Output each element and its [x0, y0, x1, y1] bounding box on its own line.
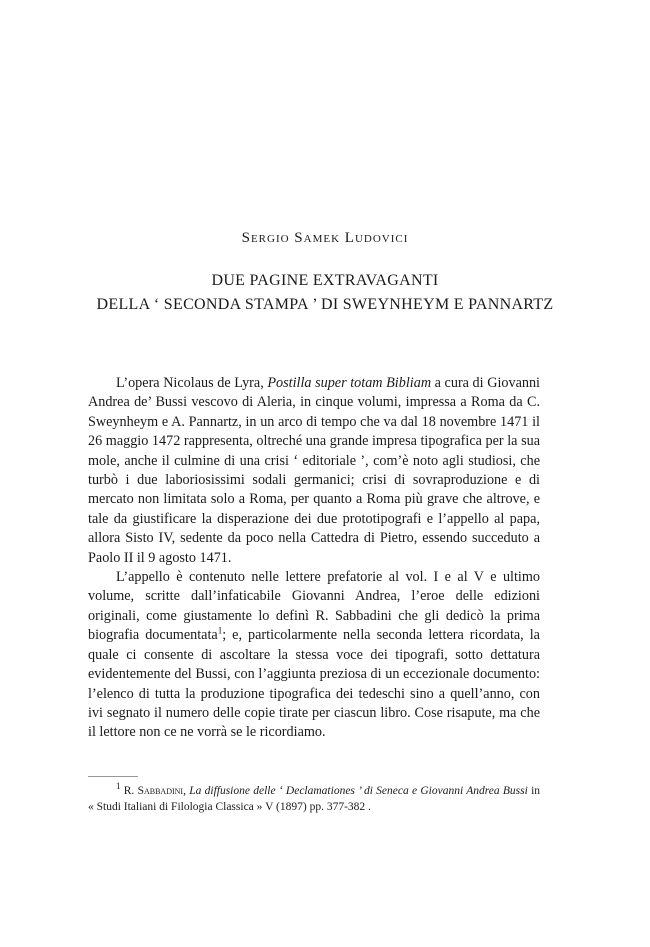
footnote-author: R. Sabbadini [123, 785, 184, 797]
paragraph-2 [88, 568, 540, 743]
article-body [88, 374, 540, 743]
paragraph-1-text-a: L’opera Nicolaus de Lyra, [116, 375, 268, 391]
article-title-line-2: DELLA ‘ SECONDA STAMPA ’ DI SWEYNHEYM E PANNARTZ [96, 296, 554, 313]
article-title-line-1: DUE PAGINE EXTRAVAGANTI [211, 272, 439, 289]
footnote [88, 783, 540, 815]
footnote-number: 1 [116, 781, 121, 792]
author-name: Sergio Samek Ludovici [241, 230, 409, 246]
footnote-separator: , [183, 785, 190, 797]
paragraph-2-text-b: ; e, particolarmente nella seconda lettera ricordata, la quale ci consente di ascoltare la stessa voce dei tipografi, sotto dettatura evidentemente del Bussi, con l’aggiunta preziosa di un eccezionale documento: l’elenco di tutta la produzione tipografica dei tedeschi sino a quell’anno, con ivi segnato il numero delle copie tirate per ciascun libro. Cose risapute, ma che il lettore non ce ne vorrà se le ricordiamo. [88, 627, 540, 741]
footnote-citation: in « Studi Italiani di Filologia Classica » V (1897) pp. 377-382 . [88, 785, 541, 813]
footnote-work-title: La diffusione delle ‘ Declamationes ’ di Seneca e Giovanni Andrea Bussi [189, 785, 528, 797]
paragraph-1 [88, 374, 540, 568]
paragraph-2-text-a: L’appello è contenuto nelle lettere prefatorie al vol. I e al V e ultimo volume, scritte dall’infaticabile Giovanni Andrea, l’eroe delle edizioni originali, come giustamente lo definì R. Sabbadini che gli dedicò la prima biografia documentata [88, 569, 540, 644]
book-title-italic: Postilla super totam Bibliam [267, 375, 432, 391]
footnote-reference: 1 [217, 625, 223, 636]
footnote-divider [88, 776, 138, 777]
paragraph-1-text-b: a cura di Giovanni Andrea de’ Bussi vescovo di Aleria, in cinque volumi, impressa a Roma da C. Sweynheym e A. Pannartz, in un arco di tempo che va dal 18 novembre 1471 il 26 maggio 1472 rappresenta, oltreché una grande impresa tipografica per la sua mole, anche il culmine di una crisi ‘ editoriale ’, com’è noto agli studiosi, che turbò i due laboriosissimi sodali germanici; crisi di sovraproduzione e di mercato non limitata solo a Roma, per quanto a Roma più grave che altrove, e tale da giustificare la disperazione dei due prototipografi e l’appello al papa, allora Sisto IV, sedente da poco nella Cattedra di Pietro, essendo succeduto a Paolo II il 9 agosto 1471. [88, 375, 540, 566]
